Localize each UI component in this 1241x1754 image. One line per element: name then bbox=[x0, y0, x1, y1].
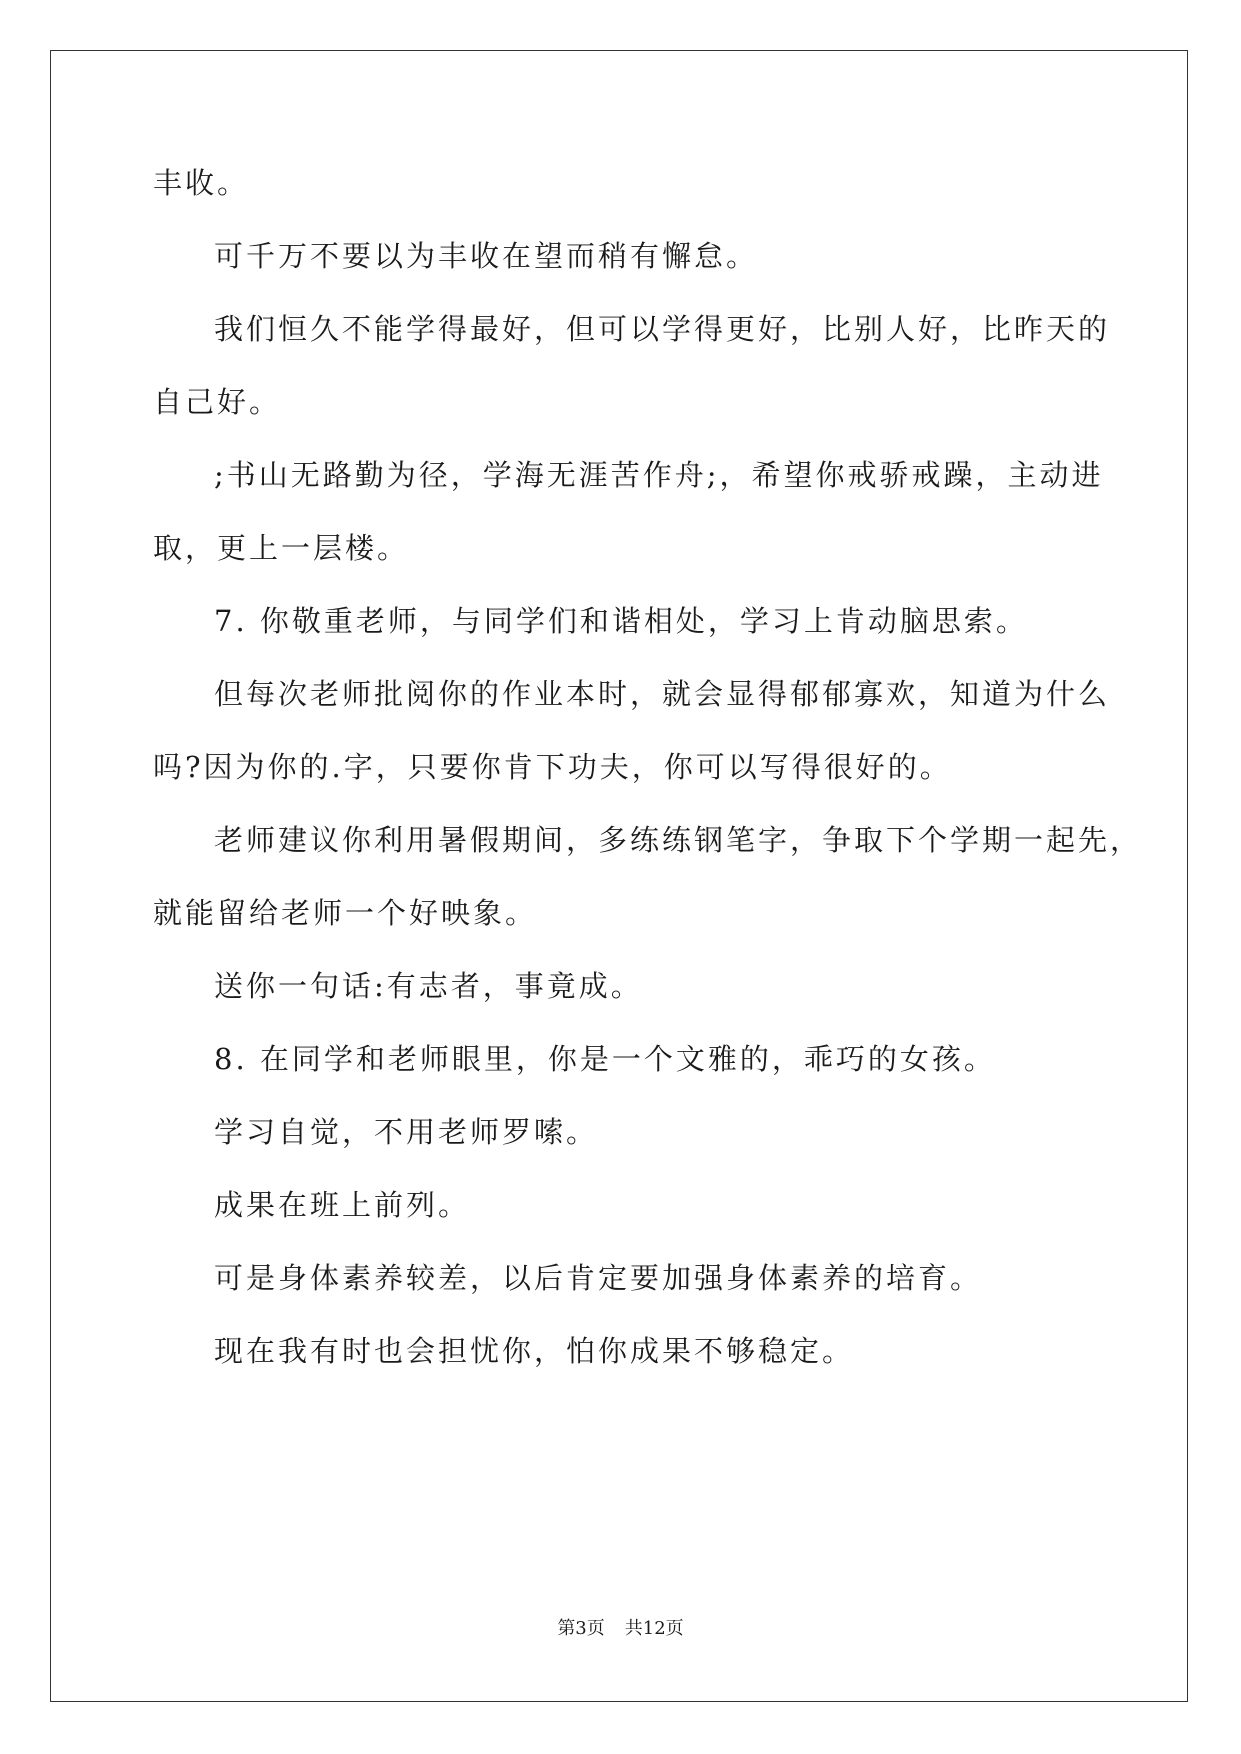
text-line: 老师建议你利用暑假期间，多练练钢笔字，争取下个学期一起先， bbox=[214, 823, 1143, 857]
text-line: 自己好。 bbox=[153, 385, 282, 419]
text-line: 就能留给老师一个好映象。 bbox=[153, 896, 538, 930]
text-line: 8. 在同学和老师眼里，你是一个文雅的，乖巧的女孩。 bbox=[214, 1042, 996, 1076]
text-line: 我们恒久不能学得最好，但可以学得更好，比别人好，比昨天的 bbox=[214, 312, 1111, 346]
text-line: 成果在班上前列。 bbox=[214, 1188, 471, 1222]
text-line: 丰收。 bbox=[153, 166, 250, 200]
text-line: 学习自觉，不用老师罗嗦。 bbox=[214, 1115, 599, 1149]
page-footer bbox=[0, 1614, 1241, 1640]
text-line: 现在我有时也会担忧你，怕你成果不够稳定。 bbox=[214, 1334, 855, 1368]
text-line: 但每次老师批阅你的作业本时，就会显得郁郁寡欢，知道为什么 bbox=[214, 677, 1111, 711]
text-line: 7. 你敬重老师，与同学们和谐相处，学习上肯动脑思索。 bbox=[214, 604, 1028, 638]
page-border bbox=[50, 50, 1188, 1702]
page-number: 第3页 bbox=[557, 1618, 605, 1639]
page-total: 共12页 bbox=[624, 1618, 684, 1639]
text-line: 吗?因为你的.字，只要你肯下功夫，你可以写得很好的。 bbox=[153, 750, 952, 784]
text-line: 送你一句话:有志者，事竟成。 bbox=[214, 969, 643, 1003]
text-line: 取，更上一层楼。 bbox=[153, 531, 410, 565]
text-line: 可千万不要以为丰收在望而稍有懈怠。 bbox=[214, 239, 759, 273]
text-line: ;书山无路勤为径，学海无涯苦作舟;，希望你戒骄戒躁，主动进 bbox=[214, 458, 1104, 492]
text-line: 可是身体素养较差，以后肯定要加强身体素养的培育。 bbox=[214, 1261, 983, 1295]
